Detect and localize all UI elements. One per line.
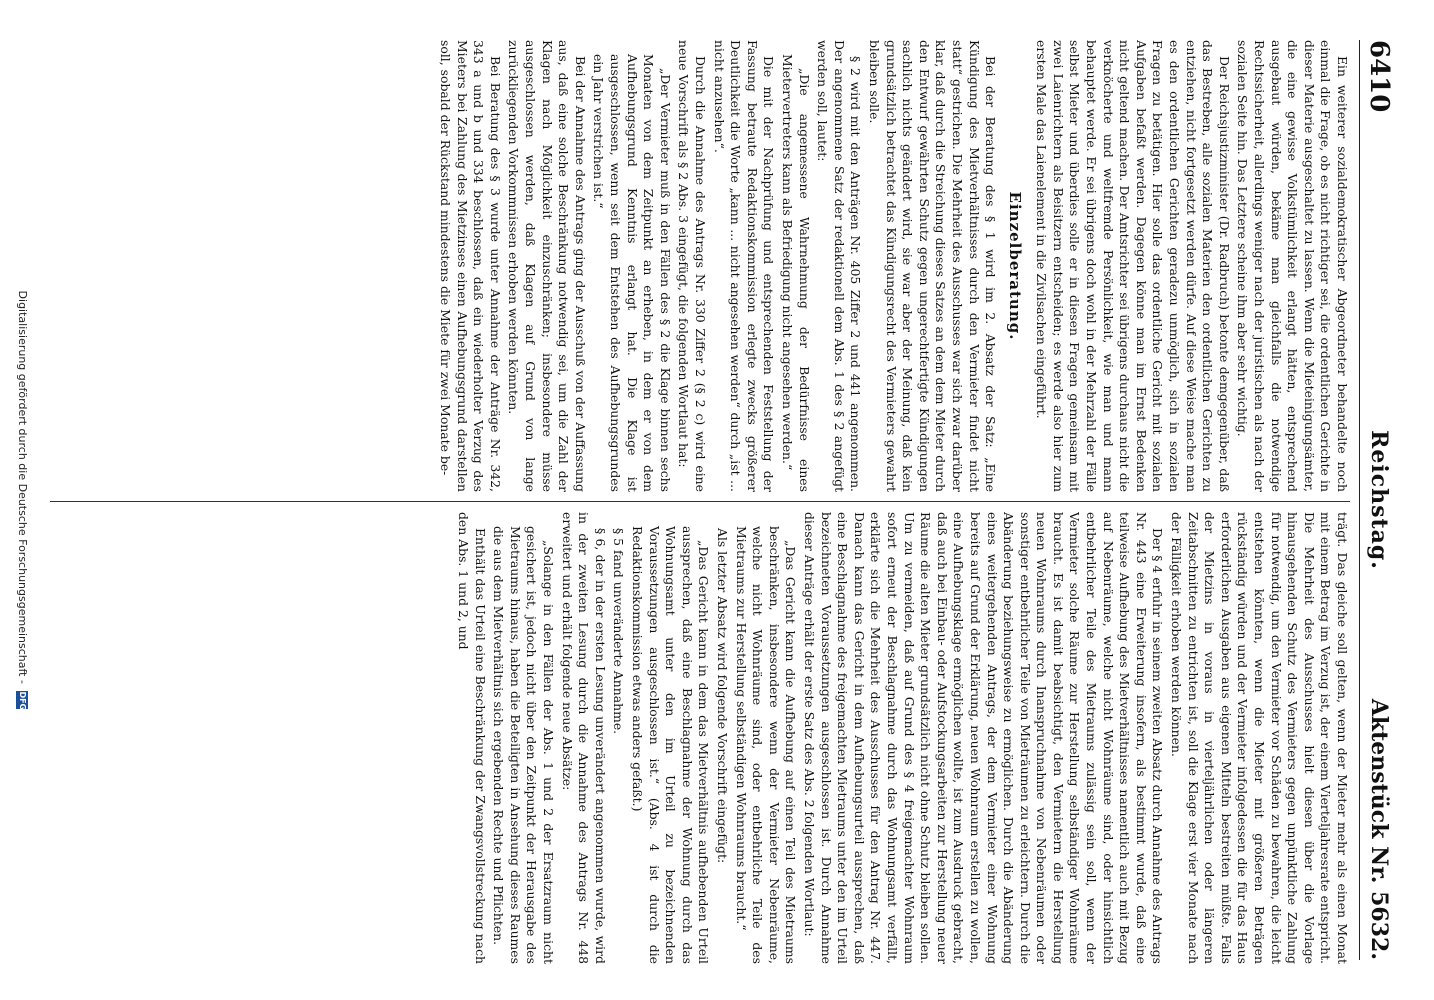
paragraph: § 2 wird mit den Anträgen Nr. 405 Ziffer 2 und 441 angenommen. Der angenommene Satz der redaktionell dem Abs. 1 des § 2 angefügt werden soll, lautet: [815, 40, 864, 492]
paragraph: Der § 4 erfuhr in seinem zweiten Absatz durch Annahme des Antrags Nr. 443 eine Erweiterung insofern, als bestimmt wurde, daß eine teilweise Aufhebung des Mietverhältnisses namentlich auch mit Bezug auf Nebenräume, welche nicht Wohnräume sind, oder hinsichtlich entbehrlicher Teile des Mietraums zulässig sein soll, wenn der Vermieter solche Räume zur Herstellung selbständiger Wohnräume braucht. Es ist damit beabsichtigt, den Vermietern die Herstellung neuen Wohnraums durch Inanspruchnahme von Nebenräumen oder sonstiger entbehrlicher Teile von Mieträumen zu erleichtern. Durch die Abänderung beziehungsweise zu ermöglichen. Durch die Abänderung eines weitergehenden Antrags, der dem Vermieter einer Wohnung bereits auf Grund der Erklärung, neuen Wohnraum erstellen zu wollen, eine Aufhebungsklage ermöglichen wollte, ist zum Ausdruck gebracht, daß auch bei Einbau- oder Aufstockungsarbeiten zur Herstellung neuer Räume die alten Mieter grundsätzlich nicht ohne Schutz bleiben sollen. Um zu vermeiden, daß auf Grund des § 4 freigemachter Wohnraum sofort erneut der Beschlagnahme durch das Wohnungsamt verfällt, erklärte sich die Mehrheit des Ausschusses für den Antrag Nr. 447. Danach kann das Gericht in dem Aufhebungsurteil aussprechen, daß eine Beschlagnahme des freigemachten Mietraums unter den im Urteil bezeichneten Voraussetzungen ausgeschlossen ist. Durch Annahme dieser Anträge erhält der erste Satz des Abs. 2 folgenden Wortlaut: [802, 512, 1166, 964]
publication-title: Reichstag. [1366, 430, 1392, 570]
paragraph: trägt. Das gleiche soll gelten, wenn der Mieter mehr als einen Monat mit einem Betrag im Verzug ist, der einem Vierteljahresrate entspricht. Die Mehrheit des Ausschusses hielt diesen über die Vorlage hinausgehenden Schutz des Vermieters gegen unpünktliche Zahlung für notwendig, um den Vermieter vor Schäden zu bewahren, die leicht entstehen könnten, wenn die Mieter mit größeren Beträgen rückständig würden und der Vermieter infolgedessen die für das Haus erforderlichen Ausgaben aus eigenen Mitteln bestreiten müßte. Falls der Mietzins in voraus in vierteljährlichen oder längeren Zeitabschnitten zu entrichten ist, soll die Klage erst vier Monate nach der Fälligkeit erhoben werden können. [1169, 512, 1350, 964]
page-number: 6410 [1364, 40, 1394, 113]
quoted-text: „Das Gericht kann in dem das Mietverhältnis aufhebenden Urteil aussprechen, daß eine Beschlagnahme der Wohnung durch das Wohnungsamt unter den im Urteil zu bezeichnenden Voraussetzungen ausgeschlossen ist.“ (Abs. 4 ist durch die Redaktionskommission etwas anders gefaßt.) [630, 526, 712, 964]
paragraph: § 6, der in der ersten Lesung unverändert angenommen wurde, wird in der zweiten Lesung durch die Annahme des Antrags Nr. 448 erweitert und erhält folgende neue Absätze: [559, 512, 608, 964]
right-column [50, 512, 1350, 964]
quoted-text: „Solange in den Fällen der Abs. 1 und 2 der Ersatzraum nicht gesichert ist, jedoch nicht über den Zeitpunkt der Herausgabe des Mietraums hinaus, haben die Beteiligten in Ansehung dieses Raumes die aus dem Mietverhältnis sich ergebenden Rechte und Pflichten. [491, 526, 557, 964]
digitization-credit [16, 0, 29, 1000]
document-reference: Aktenstück Nr. 5632. [1366, 698, 1392, 960]
page-header [1359, 40, 1398, 960]
quoted-text: „Der Vermieter muß in den Fällen des § 2 die Klage binnen sechs Monaten von dem Zeitpunkt an erheben, in dem er von dem Aufhebungsgrund Kenntnis erlangt hat. Die Klage ist ausgeschlossen, wenn seit dem Entstehen des Aufhebungsgrundes ein Jahr verstrichen ist.“ [591, 54, 673, 492]
paragraph: Enthält das Urteil eine Beschränkung der Zwangsvollstreckung nach den Abs. 1 und 2, und [456, 512, 488, 964]
paragraph: Durch die Annahme des Antrags Nr. 330 Ziffer 2 (§ 2 c) wird eine neue Vorschrift als § 2 Abs. 3 eingefügt, die folgenden Wortlaut hat: [676, 40, 709, 492]
credit-text: Digitalisierung gefördert durch die Deutsche Forschungsgemeinschaft - [16, 290, 29, 684]
quoted-text: „Die angemessene Wahrnehmung der Bedürfnisse eines Mietervertreters kann als Befriedigung nicht angesehen werden.“ [780, 54, 812, 492]
paragraph: Die mit der Nachprüfung und entsprechenden Feststellung der Fassung betraute Redaktionskommission erlegte zwecks größerer Deutlichkeit die Worte „kann ... nicht angesehen werden“ durch „ist ... nicht anzusehen“. [711, 40, 777, 492]
paragraph: Bei der Annahme des Antrags ging der Ausschuß von der Auffassung aus, daß eine solche Beschränkung notwendig sei, um die Zahl der Klagen nach Möglichkeit einzuschränken; insbesondere müsse ausgeschlossen werden, daß Klagen auf Grund von lange zurückliegenden Vorkommnissen erhoben werden könnten. [506, 40, 588, 492]
paragraph: Ein weiterer sozialdemokratischer Abgeordneter behandelte noch einmal die Frage, ob es nicht richtiger sei, die ordentlichen Gerichte in dieser Materie ausgeschaltet zu lassen. Wenn die Mieteinigungsämter, die eine gewisse Volkstümlichkeit erlangt hätten, entsprechend ausgebaut würden, bekäme man gleichfalls die notwendige Rechtssicherheit, allerdings weniger nach der juristischen als nach der sozialen Seite hin. Das Letztere scheine ihm aber sehr wichtig. [1235, 40, 1350, 492]
paragraph: § 5 fand unveränderte Annahme. [611, 528, 627, 735]
paragraph: Bei Beratung des § 3 wurde unter Annahme der Anträge Nr. 342, 343 a und b und 334 beschlossen, daß ein wiederholter Verzug des Mieters bei Zahlung des Mietzinses einen Aufhebungsgrund darstellen soll, sobald der Rückstand mindestens die Miete für zwei Monate be- [438, 40, 503, 492]
paragraph: Als letzter Absatz wird folgende Vorschrift eingefügt: [715, 528, 731, 864]
section-heading: Einzelberatung. [1005, 191, 1024, 341]
paragraph: Bei der Beratung des § 1 wird im 2. Absatz der Satz: „Eine Kündigung des Mietverhältnisses durch den Vermieter findet nicht statt“ gestrichen. Die Mehrheit des Ausschusses war sich zwar darüber klar, daß durch die Streichung dieses Satzes an dem dem Mieter durch den Entwurf gewährten Schutz gegen ungerechtfertigte Kündigungen sachlich nichts geändert wird, sie war aber der Meinung, daß kein grundsätzlich betrachtet das Kündigungsrecht des Vermieters gewahrt bleiben solle. [866, 40, 999, 492]
dfg-logo: DFG [18, 691, 27, 711]
paragraph: Der Reichsjustizminister (Dr. Radbruch) betonte demgegenüber, daß das Bestreben, alle sozialen Materien den ordentlichen Gerichten zu entziehen, nicht fortgesetzt werden dürfe. Auf diese Weise mache man es den ordentlichen Gerichten geradezu unmöglich, sich in sozialen Fragen zu betätigen. Hier solle das ordentliche Gericht mit sozialen Aufgaben befaßt werden. Dagegen könne man im Ernst Bedenken nicht geltend machen. Der Amtsrichter sei übrigens durchaus nicht die verknöcherte und weltfremde Persönlichkeit, wie man und mann behauptet werde. Er sei übrigens doch wohl in der Mehrzahl der Fälle selbst Mieter und überdies solle er in diesen Fragen gemeinsam mit zwei Laienrichtern als Beisitzern entscheiden; es werde also hier zum ersten Male das Laienelement in die Zivilsachen eingeführt. [1034, 40, 1232, 492]
column-divider [50, 501, 1350, 502]
quoted-text: „Das Gericht kann die Aufhebung auf einen Teil des Mietraums beschränken, insbesondere wenn der Vermieter Nebenräume, welche nicht Wohnräume sind, oder entbehrliche Teile des Mietraums zur Herstellung selbständigen Wohnraums braucht.“ [733, 526, 799, 964]
left-column [50, 40, 1350, 492]
